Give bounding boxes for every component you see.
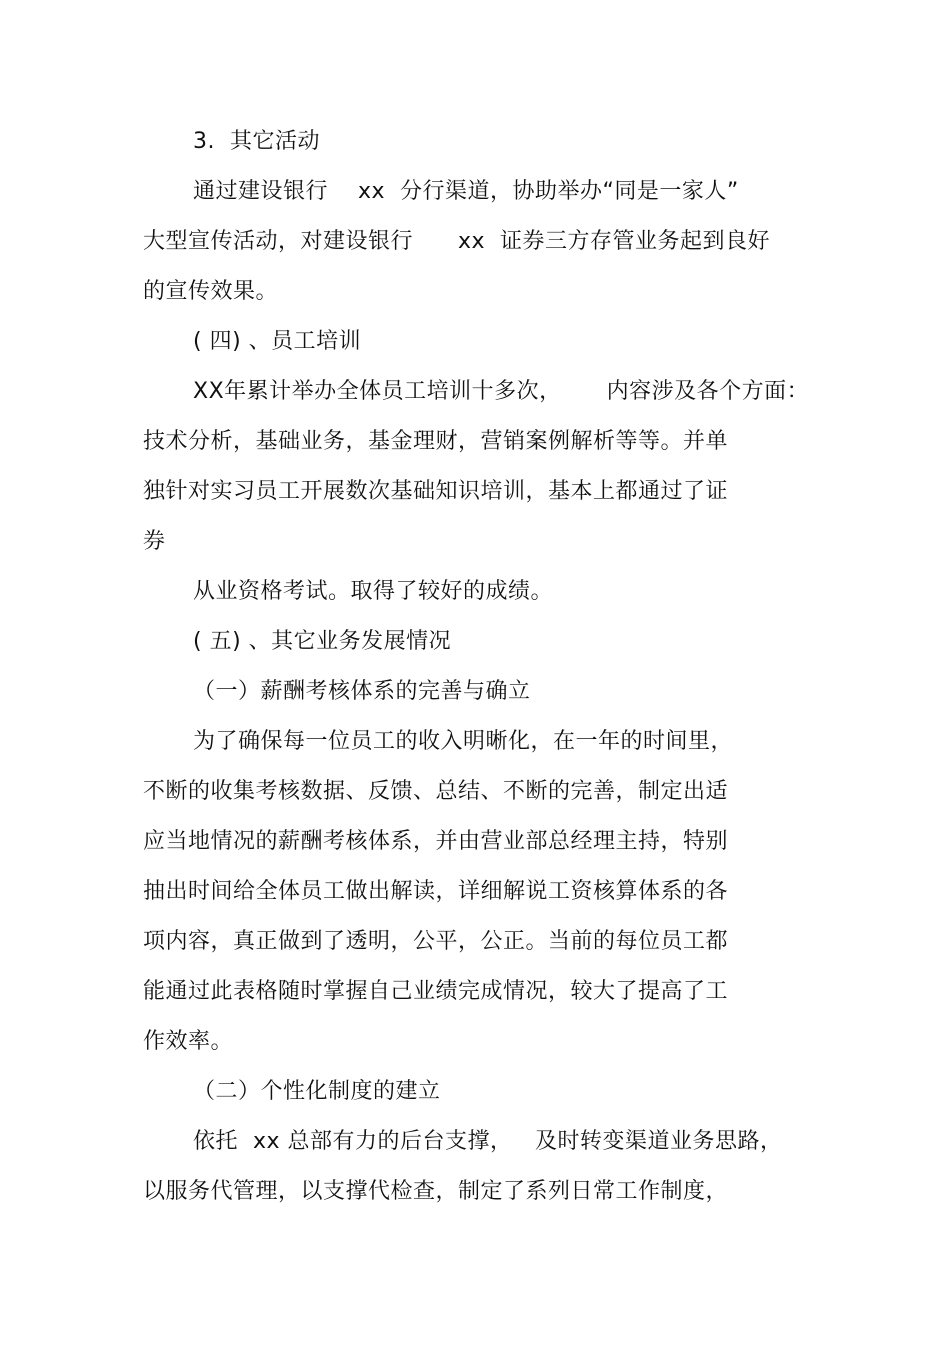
paragraph-line: 以服务代管理，以支撑代检查，制定了系列日常工作制度， bbox=[143, 1179, 729, 1204]
paragraph-line: 抽出时间给全体员工做出解读，详细解说工资核算体系的各 bbox=[143, 879, 729, 904]
subheading-personalized-system: （二）个性化制度的建立 bbox=[193, 1079, 441, 1104]
paragraph-line: 能通过此表格随时掌握自己业绩完成情况，较大了提高了工 bbox=[143, 979, 729, 1004]
paragraph-line: 独针对实习员工开展数次基础知识培训，基本上都通过了证 bbox=[143, 479, 729, 504]
heading-other-activities: 3. 其它活动 bbox=[193, 129, 320, 154]
paragraph-line: 通过建设银行 xx 分行渠道，协助举办“同是一家人” bbox=[193, 179, 739, 204]
paragraph-line: 不断的收集考核数据、反馈、总结、不断的完善，制定出适 bbox=[143, 779, 729, 804]
paragraph-line: 项内容，真正做到了透明，公平，公正。当前的每位员工都 bbox=[143, 929, 729, 954]
paragraph-line: 技术分析，基础业务，基金理财，营销案例解析等等。并单 bbox=[143, 429, 729, 454]
heading-other-business: ( 五) 、其它业务发展情况 bbox=[193, 629, 452, 654]
paragraph-line: 作效率。 bbox=[143, 1029, 234, 1054]
paragraph-line: 大型宣传活动，对建设银行 xx 证券三方存管业务起到良好 bbox=[143, 229, 770, 254]
heading-staff-training: ( 四) 、员工培训 bbox=[193, 329, 362, 354]
paragraph-line: 为了确保每一位员工的收入明晰化，在一年的时间里， bbox=[193, 729, 734, 754]
paragraph-line: 依托 xx 总部有力的后台支撑， 及时转变渠道业务思路， bbox=[193, 1129, 783, 1154]
paragraph-line: 应当地情况的薪酬考核体系，并由营业部总经理主持，特别 bbox=[143, 829, 729, 854]
subheading-salary-system: （一）薪酬考核体系的完善与确立 bbox=[193, 679, 531, 704]
paragraph-line: 从业资格考试。取得了较好的成绩。 bbox=[193, 579, 554, 604]
paragraph-line: XX年累计举办全体员工培训十多次， 内容涉及各个方面： bbox=[193, 379, 810, 404]
paragraph-line: 券 bbox=[143, 529, 166, 554]
paragraph-line: 的宣传效果。 bbox=[143, 279, 279, 304]
